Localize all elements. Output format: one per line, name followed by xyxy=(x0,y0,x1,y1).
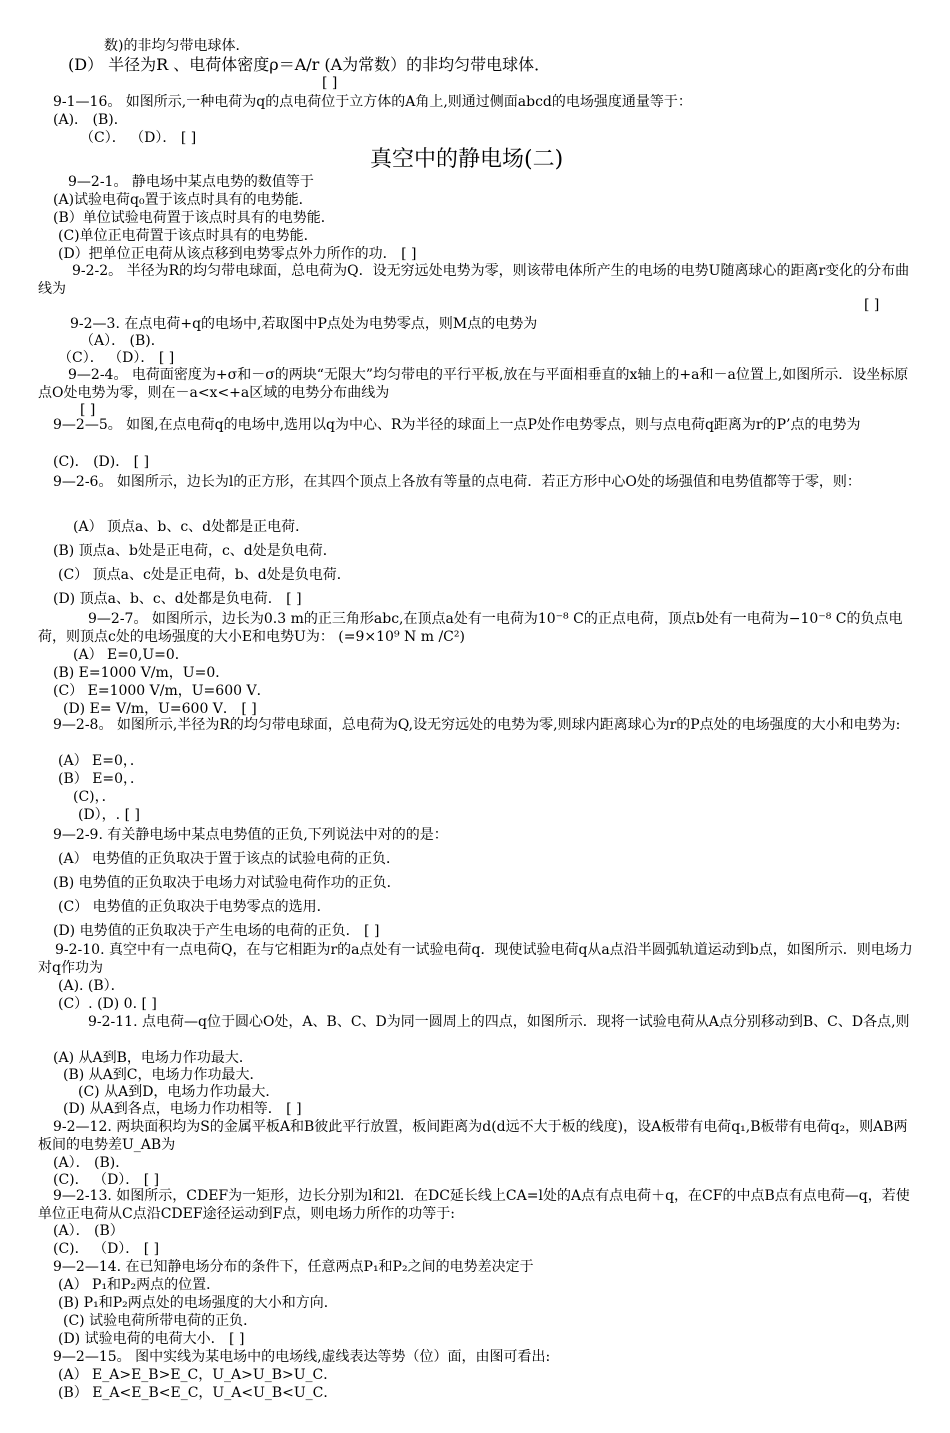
text-line: (D） 半径为R 、电荷体密度ρ＝A/r (A为常数）的非均匀带电球体． xyxy=(68,55,551,74)
answer-bracket: [ ] xyxy=(322,75,338,91)
option-line: (D），. [ ] xyxy=(78,807,140,823)
option-line: (A） 顶点a、b、c、d处都是正电荷． xyxy=(73,519,310,535)
question-text: 9-2—12. 两块面积均为S的金属平板A和B彼此平行放置，板间距离为d(d远不大于板的线度)，设A板带有电荷q₁,B板带有电荷q₂，则AB两板间的电势差U_AB为 xyxy=(38,1119,908,1153)
option-line: (C) 从A到D，电场力作功最大． xyxy=(78,1084,280,1100)
options-line: (C)． (D)． [ ] xyxy=(53,454,150,470)
option-line: (B） E_A<E_B<E_C，U_A<U_B<U_C． xyxy=(58,1385,338,1401)
option-line: (A） E=0，． xyxy=(58,753,144,769)
option-line: (D) 电势值的正负取决于产生电场的电荷的正负． [ ] xyxy=(53,923,380,939)
answer-bracket: [ ] xyxy=(864,297,880,313)
option-line: (D) 试验电荷的电荷大小． [ ] xyxy=(58,1331,245,1347)
option-line: (B) E=1000 V/m，U=0． xyxy=(53,665,230,681)
question-text: 9-1—16。 如图所示,一种电荷为q的点电荷位于立方体的A角上,则通过侧面abcd的电场强度通量等于： xyxy=(53,94,692,110)
question-text: 9—2-8。 如图所示,半径为R的均匀带电球面，总电荷为Q,设无穷远处的电势为零,则球内距离球心为r的P点处的电场强度的大小和电势为: xyxy=(53,717,901,733)
text-line: 数)的非均匀带电球体． xyxy=(104,38,250,54)
option-line: (A） E=0,U=0． xyxy=(73,647,189,663)
option-line: (A） P₁和P₂两点的位置． xyxy=(58,1277,221,1293)
question-text: 9—2-4。 电荷面密度为+σ和－σ的两块“无限大”均匀带电的平行平板,放在与平面相垂直的x轴上的+a和－a位置上,如图所示．设坐标原点O处电势为零，则在－a<x<+a区域的电势分布曲线为 xyxy=(38,367,909,401)
option-line: (A)试验电荷q₀置于该点时具有的电势能． xyxy=(53,192,313,208)
option-line: (D）把单位正电荷从该点移到电势零点外力所作的功． [ ] xyxy=(58,246,417,262)
option-line: (B）单位试验电荷置于该点时具有的电势能． xyxy=(53,210,335,226)
section-title: 真空中的静电场(二) xyxy=(370,147,564,172)
option-line: (D) 顶点a、b、c、d处都是负电荷． [ ] xyxy=(53,591,302,607)
option-line: (D) 从A到各点，电场力作功相等． [ ] xyxy=(63,1101,302,1117)
question-text: 9—2—15。 图中实线为某电场中的电场线,虚线表达等势（位）面，由图可看出: xyxy=(53,1349,551,1365)
question-text: 9—2-6。 如图所示，边长为l的正方形，在其四个顶点上各放有等量的点电荷．若正方形中心O处的场强值和电势值都等于零，则： xyxy=(53,474,861,490)
option-line: (B） E=0，． xyxy=(58,771,145,787)
options-line: （C）． （D）． [ ] xyxy=(80,130,197,146)
question-text: 9—2-7。 如图所示，边长为0.3 m的正三角形abc,在顶点a处有一电荷为10⁻⁸ C的正点电荷，顶点b处有一电荷为−10⁻⁸ C的负点电荷，则顶点c处的电场强度的大小E和电势U为： (=9×10⁹ N m /C²) xyxy=(38,611,903,645)
question-text: 9—2-1。 静电场中某点电势的数值等于 xyxy=(68,174,314,190)
options-line: (A）． (B)． xyxy=(53,1155,130,1171)
option-line: (B) P₁和P₂两点处的电场强度的大小和方向． xyxy=(58,1295,338,1311)
option-line: (B) 顶点a、b处是正电荷，c、d处是负电荷． xyxy=(53,543,337,559)
options-line: （C）． （D）． [ ] xyxy=(58,350,175,366)
question-text: 9-2-10. 真空中有一点电荷Q，在与它相距为r的a点处有一试验电荷q．现使试验电荷q从a点沿半圆弧轨道运动到b点，如图所示．则电场力对q作功为 xyxy=(38,942,913,976)
option-line: (C)单位正电荷置于该点时具有的电势能． xyxy=(58,228,318,244)
option-line: (A） 电势值的正负取决于置于该点的试验电荷的正负． xyxy=(58,851,401,867)
question-text: 9-2-2。 半径为R的均匀带电球面，总电荷为Q．设无穷远处电势为零，则该带电体所产生的电场的电势U随离球心的距离r变化的分布曲线为 xyxy=(38,263,910,297)
question-text: 9—2-9. 有关静电场中某点电势值的正负,下列说法中对的的是： xyxy=(53,827,448,843)
option-line: (C) 试验电荷所带电荷的正负． xyxy=(63,1313,258,1329)
option-line: (A） E_A>E_B>E_C，U_A>U_B>U_C． xyxy=(58,1367,338,1383)
options-line: (C）. (D) 0. [ ] xyxy=(58,996,157,1012)
option-line: (C） 电势值的正负取决于电势零点的选用． xyxy=(58,899,331,915)
options-line: (A）． (B） xyxy=(53,1223,124,1239)
option-line: (C)，． xyxy=(73,789,116,805)
option-line: (C） 顶点a、c处是正电荷，b、d处是负电荷． xyxy=(58,567,351,583)
question-text: 9—2-13. 如图所示，CDEF为一矩形，边长分别为l和2l．在DC延长线上CA=l处的A点有点电荷＋q，在CF的中点B点有点电荷—q，若使单位正电荷从C点沿CDEF途径运动到F点，则电场力所作的功等于: xyxy=(38,1188,910,1222)
option-line: (D) E= V/m，U=600 V． [ ] xyxy=(63,701,257,717)
options-line: (C)． （D）． [ ] xyxy=(53,1172,160,1188)
option-line: (A) 从A到B，电场力作功最大． xyxy=(53,1050,253,1066)
question-text: 9—2—5。 如图,在点电荷q的电场中,选用以q为中心、R为半径的球面上一点P处作电势零点，则与点电荷q距离为r的P’点的电势为 xyxy=(53,417,861,433)
question-text: 9-2—3. 在点电荷+q的电场中,若取图中P点处为电势零点，则M点的电势为 xyxy=(70,316,538,332)
options-line: （A）． (B)． xyxy=(80,333,165,349)
option-line: (C） E=1000 V/m，U=600 V． xyxy=(53,683,271,699)
option-line: (B) 电势值的正负取决于电场力对试验电荷作功的正负． xyxy=(53,875,401,891)
option-line: (B) 从A到C，电场力作功最大． xyxy=(63,1067,264,1083)
options-line: (C)． （D）． [ ] xyxy=(53,1241,160,1257)
answer-bracket: [ ] xyxy=(80,402,96,418)
question-text: 9-2-11. 点电荷—q位于圆心O处，A、B、C、D为同一圆周上的四点，如图所示．现将一试验电荷从A点分别移动到B、C、D各点,则 xyxy=(88,1014,910,1030)
question-text: 9—2—14. 在已知静电场分布的条件下，任意两点P₁和P₂之间的电势差决定于 xyxy=(53,1259,534,1275)
options-line: (A). (B）． xyxy=(58,978,125,994)
options-line: (A)． (B)． xyxy=(53,112,128,128)
